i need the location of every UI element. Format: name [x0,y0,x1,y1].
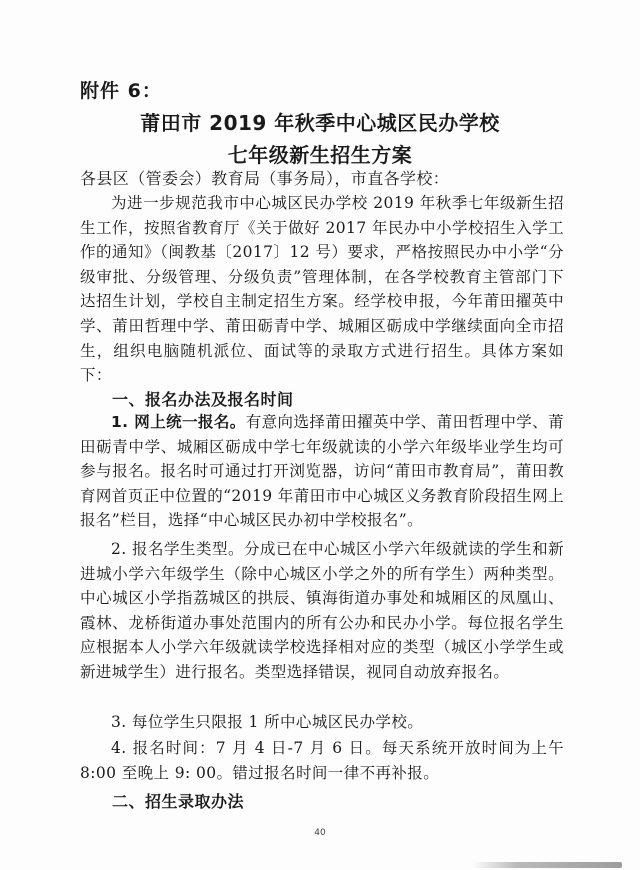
item4-paragraph: 4. 报名时间：7 月 4 日-7 月 6 日。每天系统开放时间为上午 8:00 至晚上 9: 00。错过报名时间一律不再补报。 [80,739,564,782]
item3-block [80,710,564,735]
attachment-label: 附件 6： [80,80,162,102]
document-title-line1: 莆田市 2019 年秋季中心城区民办学校 [140,111,500,135]
watermark-smudge [472,862,622,868]
item1-block [80,410,564,533]
item2-paragraph: 2. 报名学生类型。分成已在中心城区小学六年级就读的学生和新进城小学六年级学生（除中心城区小学之外的所有学生）两种类型。中心城区小学指荔城区的拱辰、镇海街道办事处和城厢区的凤凰山、霞林、龙桥街道办事处范围内的所有公办和民办小学。每位报名学生应根据本人小学六年级就读学校选择相对应的类型（城区小学学生或新进城学生）进行报名。类型选择错误，视同自动放弃报名。 [80,540,564,681]
item1-text: 有意向选择莆田擢英中学、莆田哲理中学、莆田砺青中学、城厢区砺成中学七年级就读的小学六年级毕业学生均可参与报名。报名时可通过打开浏览器，访问“莆田市教育局”，莆田教育网首页正中位置的“2019 年莆田市中心城区义务教育阶段招生网上报名”栏目，选择“中心城区民办初中学校报名”。 [80,413,564,530]
intro-paragraph: 为进一步规范我市中心城区民办学校 2019 年秋季七年级新生招生工作，按照省教育厅《关于做好 2017 年民办中小学校招生入学工作的通知》（闽教基〔2017〕12 号）要求，严格按照民办中小学“分级审批、分级管理、分级负责”管理体制，在各学校教育主管部门下达招生计划，学校自主制定招生方案。经学校申报，今年莆田擢英中学、莆田哲理中学、莆田砺青中学、城厢区砺成中学继续面向全市招生，组织电脑随机派位、面试等的录取方式进行招生。具体方案如下： [80,194,564,385]
section1-heading: 一、报名办法及报名时间 [112,390,294,409]
item4-block [80,736,564,785]
salutation: 各县区（管委会）教育局（事务局），市直各学校： [80,169,450,188]
item2-block [80,537,564,685]
document-title-line2: 七年级新生招生方案 [227,143,413,167]
intro-paragraph-block [80,191,564,388]
item1-lead: 1. 网上统一报名。 [111,413,246,431]
page-number: 40 [314,828,326,838]
item3-paragraph: 3. 每位学生只限报 1 所中心城区民办学校。 [111,713,424,731]
section2-heading: 二、招生录取办法 [112,792,245,811]
item1-paragraph [80,410,564,533]
